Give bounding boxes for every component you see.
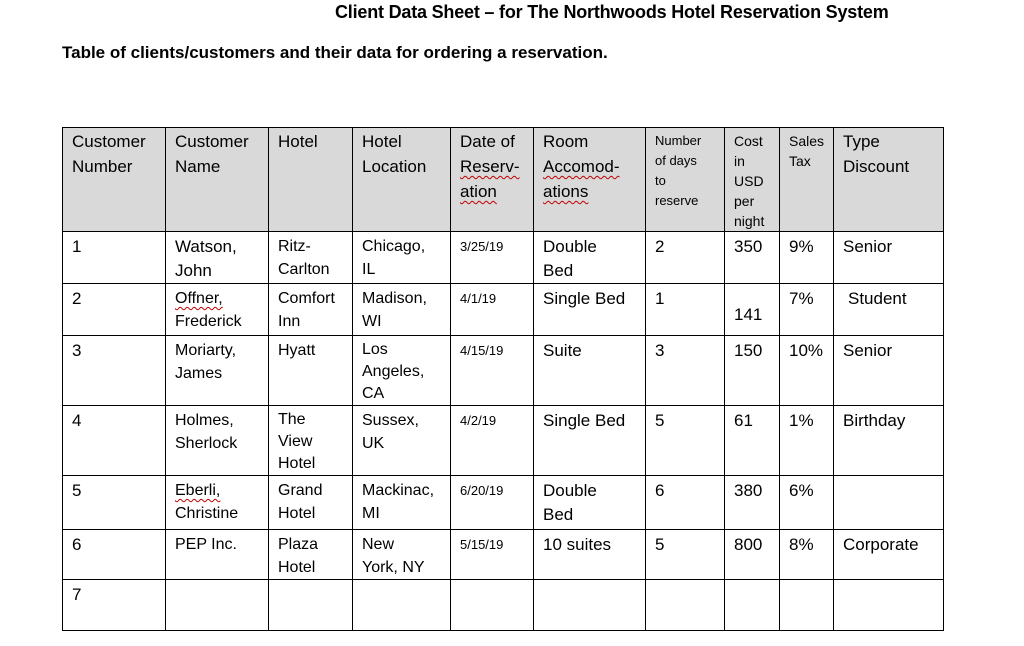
table-row	[63, 530, 944, 580]
cell-tax: 7%	[780, 284, 834, 336]
cell-date: 4/2/19	[451, 406, 534, 476]
cell-room: Single Bed	[534, 406, 646, 476]
table-row	[63, 476, 944, 530]
header-sales-tax: Sales Tax	[780, 128, 834, 232]
header-discount-type: Type Discount	[834, 128, 944, 232]
cell-hotel-location: Sussex, UK	[353, 406, 451, 476]
cell-tax: 8%	[780, 530, 834, 580]
cell-room: Double Bed	[534, 476, 646, 530]
cell-hotel-location: New York, NY	[353, 530, 451, 580]
document-subtitle: Table of clients/customers and their data for ordering a reservation.	[62, 43, 608, 62]
header-cost-per-night: Cost in USD per night	[725, 128, 780, 232]
cell-hotel-location: Los Angeles, CA	[353, 336, 451, 406]
header-room-accommodations: Room Accomod- ations	[534, 128, 646, 232]
cell-hotel: Comfort Inn	[269, 284, 353, 336]
cell-room: Double Bed	[534, 232, 646, 284]
cell-hotel: Hyatt	[269, 336, 353, 406]
cell-discount: Corporate	[834, 530, 944, 580]
cell-cost: 141	[725, 284, 780, 336]
cell-days: 3	[646, 336, 725, 406]
cell-customer-name	[166, 580, 269, 631]
cell-tax	[780, 580, 834, 631]
table-row	[63, 336, 944, 406]
header-hotel-location: Hotel Location	[353, 128, 451, 232]
cell-days: 5	[646, 530, 725, 580]
cell-date	[451, 580, 534, 631]
cell-hotel-location: Chicago, IL	[353, 232, 451, 284]
cell-customer-name: Moriarty, James	[166, 336, 269, 406]
cell-discount: Student	[834, 284, 944, 336]
table-header-row	[63, 128, 944, 232]
header-number-of-days: Number of days to reserve	[646, 128, 725, 232]
cell-date: 5/15/19	[451, 530, 534, 580]
cell-hotel: Ritz- Carlton	[269, 232, 353, 284]
client-data-table	[62, 127, 944, 631]
cell-tax: 6%	[780, 476, 834, 530]
header-customer-name: Customer Name	[166, 128, 269, 232]
cell-date: 4/1/19	[451, 284, 534, 336]
cell-discount	[834, 580, 944, 631]
cell-room: 10 suites	[534, 530, 646, 580]
table-row	[63, 284, 944, 336]
cell-tax: 1%	[780, 406, 834, 476]
cell-hotel-location: Madison, WI	[353, 284, 451, 336]
cell-discount: Senior	[834, 336, 944, 406]
cell-hotel: Grand Hotel	[269, 476, 353, 530]
cell-customer-number: 1	[63, 232, 166, 284]
cell-date: 4/15/19	[451, 336, 534, 406]
cell-days: 1	[646, 284, 725, 336]
cell-discount	[834, 476, 944, 530]
cell-hotel: Plaza Hotel	[269, 530, 353, 580]
cell-tax: 9%	[780, 232, 834, 284]
cell-customer-number: 7	[63, 580, 166, 631]
cell-customer-number: 3	[63, 336, 166, 406]
cell-days	[646, 580, 725, 631]
cell-customer-name: PEP Inc.	[166, 530, 269, 580]
cell-cost: 350	[725, 232, 780, 284]
cell-room: Suite	[534, 336, 646, 406]
cell-hotel-location	[353, 580, 451, 631]
cell-discount: Birthday	[834, 406, 944, 476]
cell-tax: 10%	[780, 336, 834, 406]
cell-date: 6/20/19	[451, 476, 534, 530]
cell-customer-number: 5	[63, 476, 166, 530]
table-row	[63, 232, 944, 284]
cell-cost: 150	[725, 336, 780, 406]
cell-cost: 61	[725, 406, 780, 476]
cell-hotel: The View Hotel	[269, 406, 353, 476]
cell-room	[534, 580, 646, 631]
document-title: Client Data Sheet – for The Northwoods Hotel Reservation System	[335, 2, 889, 22]
table-row	[63, 580, 944, 631]
cell-customer-name: Offner, Frederick	[166, 284, 269, 336]
cell-discount: Senior	[834, 232, 944, 284]
cell-customer-name: Watson, John	[166, 232, 269, 284]
cell-hotel	[269, 580, 353, 631]
cell-customer-number: 4	[63, 406, 166, 476]
cell-date: 3/25/19	[451, 232, 534, 284]
cell-cost: 380	[725, 476, 780, 530]
cell-customer-number: 2	[63, 284, 166, 336]
cell-room: Single Bed	[534, 284, 646, 336]
cell-days: 6	[646, 476, 725, 530]
cell-customer-number: 6	[63, 530, 166, 580]
cell-days: 2	[646, 232, 725, 284]
cell-cost: 800	[725, 530, 780, 580]
cell-customer-name: Holmes, Sherlock	[166, 406, 269, 476]
cell-hotel-location: Mackinac, MI	[353, 476, 451, 530]
header-hotel: Hotel	[269, 128, 353, 232]
header-customer-number: Customer Number	[63, 128, 166, 232]
table-row	[63, 406, 944, 476]
cell-cost	[725, 580, 780, 631]
cell-days: 5	[646, 406, 725, 476]
cell-customer-name: Eberli, Christine	[166, 476, 269, 530]
header-date-of-reservation: Date of Reserv- ation	[451, 128, 534, 232]
